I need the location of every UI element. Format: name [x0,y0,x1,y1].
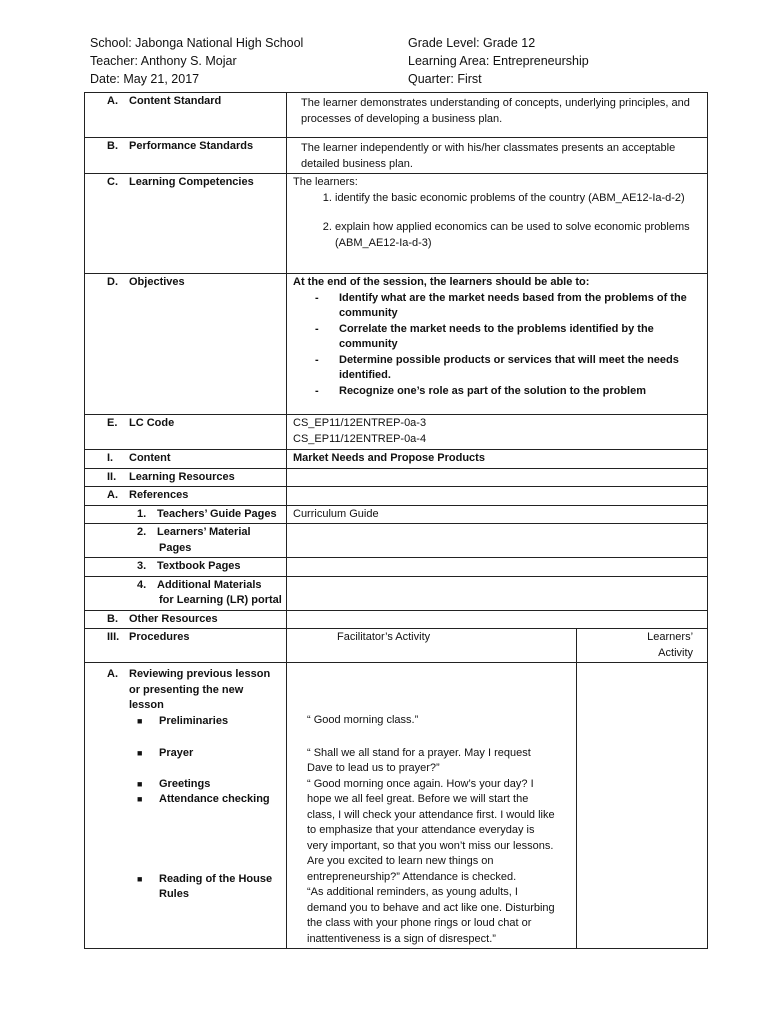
step-greetings: ■ Greetings [91,777,282,793]
learners-material-label-2: Pages [159,541,192,554]
facilitator-activity-header: Facilitator’s Activity [287,629,577,663]
reviewing-label: Reviewing previous lesson [129,668,271,680]
step-prayer: ■ Prayer [91,746,282,762]
objective-item: - Recognize one’s role as part of the solution to the problem [315,384,703,400]
row-references: A. References [85,487,708,506]
objective-item: - Identify what are the market needs based from the problems of the community [315,291,703,322]
teacher-name: Teacher: Anthony S. Mojar [90,54,237,68]
bullet-icon: ■ [137,873,143,884]
objectives-list [293,291,703,400]
document-header [90,34,710,88]
content-standard-value: The learner demonstrates understanding of concepts, underlying principles, and processes of developing a business plan. [287,93,708,138]
school-name: School: Jabonga National High School [90,36,304,50]
reviewing-label-2: or presenting the new [129,683,244,696]
step-house-rules-2: Rules [159,888,189,900]
learning-resources-label: Learning Resources [129,470,235,483]
lesson-plan-table [84,92,708,949]
bullet-icon: ■ [137,794,143,804]
row-performance-standards: B. Performance Standards The learner independently or with his/her classmates presents an acceptable detailed business plan. [85,138,708,174]
row-lc-code: E. LC Code CS_EP11/12ENTREP-0a-3 CS_EP11/12ENTREP-0a-4 [85,415,708,450]
bullet-icon: ■ [137,778,143,789]
step-house-rules: ■ Reading of the House [91,872,282,888]
content-value: Market Needs and Propose Products [287,450,708,469]
additional-materials-label-2: for Learning (LR) portal [159,594,282,606]
competency-list [293,191,703,252]
performance-standards-value: The learner independently or with his/her classmates presents an acceptable detailed business plan. [287,138,708,174]
teachers-guide-value: Curriculum Guide [287,505,708,524]
row-reviewing-lesson: A. Reviewing previous lesson or presenting the new lesson ■ Preliminaries ■ Prayer ■ Greetings ■ Attendance checking ■ Reading of the House Rules “ Good morning class.” “ Shall we all stand for a prayer. May I request Dave to lead us to prayer?” “ Good morning once again. How’s your day? I hope we all feel great. Before we will start the class, I will check your attendance first. I would like to emphasize that your attendance everyday is very important, so that you won’t miss our lessons. Are you excited to learn new things on entrepreneurship?” Attendance is checked. “As additional reminders, as young adults, I demand you to behave and act like one. Disturbing the class with your phone rings or loud chat or inattentiveness is a sign of disrespect.” [85,663,708,949]
row-content-standard: A. Content Standard The learner demonstrates understanding of concepts, underlying principles, and processes of developing a business plan. [85,93,708,138]
lesson-date: Date: May 21, 2017 [90,72,200,86]
content-standard-label: Content Standard [129,95,222,107]
objective-item: - Determine possible products or services that will meet the needs identified. [315,353,703,384]
procedures-label: Procedures [129,631,190,643]
row-learners-material: 2. Learners’ Material Pages [85,524,708,558]
row-textbook: 3. Textbook Pages [85,558,708,577]
lc-code-1: CS_EP11/12ENTREP-0a-3 [293,417,427,429]
textbook-label: Textbook Pages [157,560,241,572]
objective-item: - Correlate the market needs to the problems identified by the community [315,322,703,353]
learning-competencies-label: Learning Competencies [129,176,254,188]
row-objectives: D. Objectives At the end of the session, the learners should be able to: - Identify what are the market needs based from the problems of the community - Correlate the market needs to the problems identified by the community - Determine possible products or services that will meet the needs identified. - Recognize one’s role as part of the solution to the problem [85,274,708,415]
quote-greetings: “ Good morning once again. How’s your day? I hope we all feel great. Before we will start the class, I will check your attendance first. I would like to emphasize that your attendance everyday is very important, so that you won’t miss our lessons. Are you excited to learn new things on entrepreneurship?” Attendance is checked. [307,777,555,883]
row-learning-competencies: C. Learning Competencies The learners: 1. identify the basic economic problems of the country (ABM_AE12-Ia-d-2) 2. explain how applied economics can be used to solve economic problems (ABM_AE12-Ia-d-3) [85,174,708,274]
row-procedures: III. Procedures Facilitator’s Activity Learners’ Activity [85,629,708,663]
learning-competencies-intro: The learners: [293,176,358,188]
row-learning-resources: II. Learning Resources [85,468,708,487]
grade-level: Grade Level: Grade 12 [408,36,536,50]
quote-preliminaries: “ Good morning class.” [307,714,419,726]
additional-materials-label: Additional Materials [157,578,262,591]
bullet-icon: ■ [137,748,143,758]
other-resources-label: Other Resources [129,612,218,625]
objectives-label: Objectives [129,276,185,288]
step-attendance: ■ Attendance checking [91,792,282,808]
content-label: Content [129,452,171,464]
quote-house-rules: “As additional reminders, as young adults, I demand you to behave and act like one. Disturbing the class with your phone rings or loud chat or inattentiveness is a sign of disrespect.” [307,886,555,945]
performance-standards-label: Performance Standards [129,140,254,152]
step-preliminaries: ■ Preliminaries [91,714,282,730]
row-teachers-guide: 1. Teachers’ Guide Pages Curriculum Guide [85,505,708,524]
references-label: References [129,489,189,501]
learners-activity-header-2: Activity [658,646,694,659]
row-content: I. Content Market Needs and Propose Products [85,450,708,469]
quote-prayer: “ Shall we all stand for a prayer. May I request Dave to lead us to prayer?” [307,746,531,774]
learners-material-label: Learners’ Material [157,526,251,538]
bullet-icon: ■ [137,715,143,726]
learning-area: Learning Area: Entrepreneurship [408,54,589,68]
reviewing-label-3: lesson [129,699,164,711]
row-other-resources: B. Other Resources [85,610,708,629]
teachers-guide-label: Teachers’ Guide Pages [157,507,277,520]
objectives-intro: At the end of the session, the learners should be able to: [293,276,590,288]
quarter: Quarter: First [408,72,482,86]
lc-code-label: LC Code [129,417,175,429]
lc-code-2: CS_EP11/12ENTREP-0a-4 [293,432,427,445]
competency-item: 2. explain how applied economics can be used to solve economic problems (ABM_AE12-Ia-d-3) [335,220,703,251]
learners-activity-header: Learners’ [647,631,694,643]
competency-item: 1. identify the basic economic problems of the country (ABM_AE12-Ia-d-2) [335,191,703,207]
row-additional-materials: 4. Additional Materials for Learning (LR) portal [85,576,708,610]
